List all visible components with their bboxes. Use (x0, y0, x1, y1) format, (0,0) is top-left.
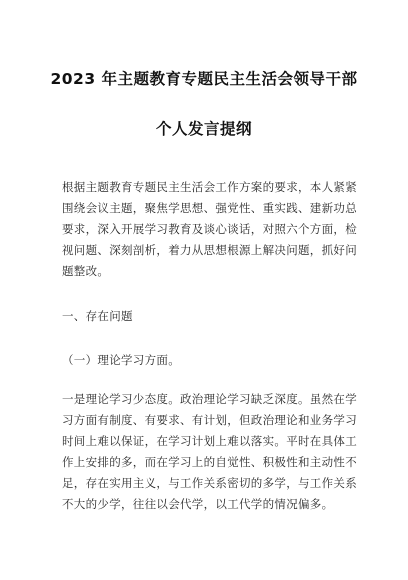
intro-line: 题整改。 (62, 264, 110, 278)
body-line: 不大的少学，往往以会代学，以工代学的情况偏多。 (62, 497, 334, 511)
body-line: 一是理论学习少态度。政治理论学习缺乏深度。虽然在学 (62, 392, 357, 406)
section-heading-text: 一、存在问题 (62, 309, 133, 323)
subsection-heading (62, 350, 352, 371)
intro-paragraph (62, 177, 357, 282)
body-line: 足，存在实用主义，与工作关系密切的多学，与工作关系 (62, 476, 357, 490)
intro-line: 视问题、深刻剖析，着力从思想根源上解决问题，抓好问 (62, 243, 357, 257)
document-title-line-1: 2023 年主题教育专题民主生活会领导干部 (50, 70, 358, 88)
body-line: 时间上难以保证，在学习计划上难以落实。平时在具体工 (62, 434, 357, 448)
intro-line: 根据主题教育专题民主生活会工作方案的要求，本人紧紧 (62, 180, 357, 194)
body-paragraph (62, 389, 357, 515)
body-line: 习方面有制度、有要求、有计划，但政治理论和业务学习 (62, 413, 357, 427)
body-line: 作上安排的多，而在学习上的自觉性、积极性和主动性不 (62, 455, 357, 469)
intro-line: 要求，深入开展学习教育及谈心谈话，对照六个方面，检 (62, 222, 357, 236)
subsection-heading-text: （一）理论学习方面。 (62, 353, 180, 367)
section-heading (62, 306, 352, 327)
intro-line: 围绕会议主题，聚焦学思想、强党性、重实践、建新功总 (62, 201, 357, 215)
document-title-line-2: 个人发言提纲 (155, 120, 252, 138)
